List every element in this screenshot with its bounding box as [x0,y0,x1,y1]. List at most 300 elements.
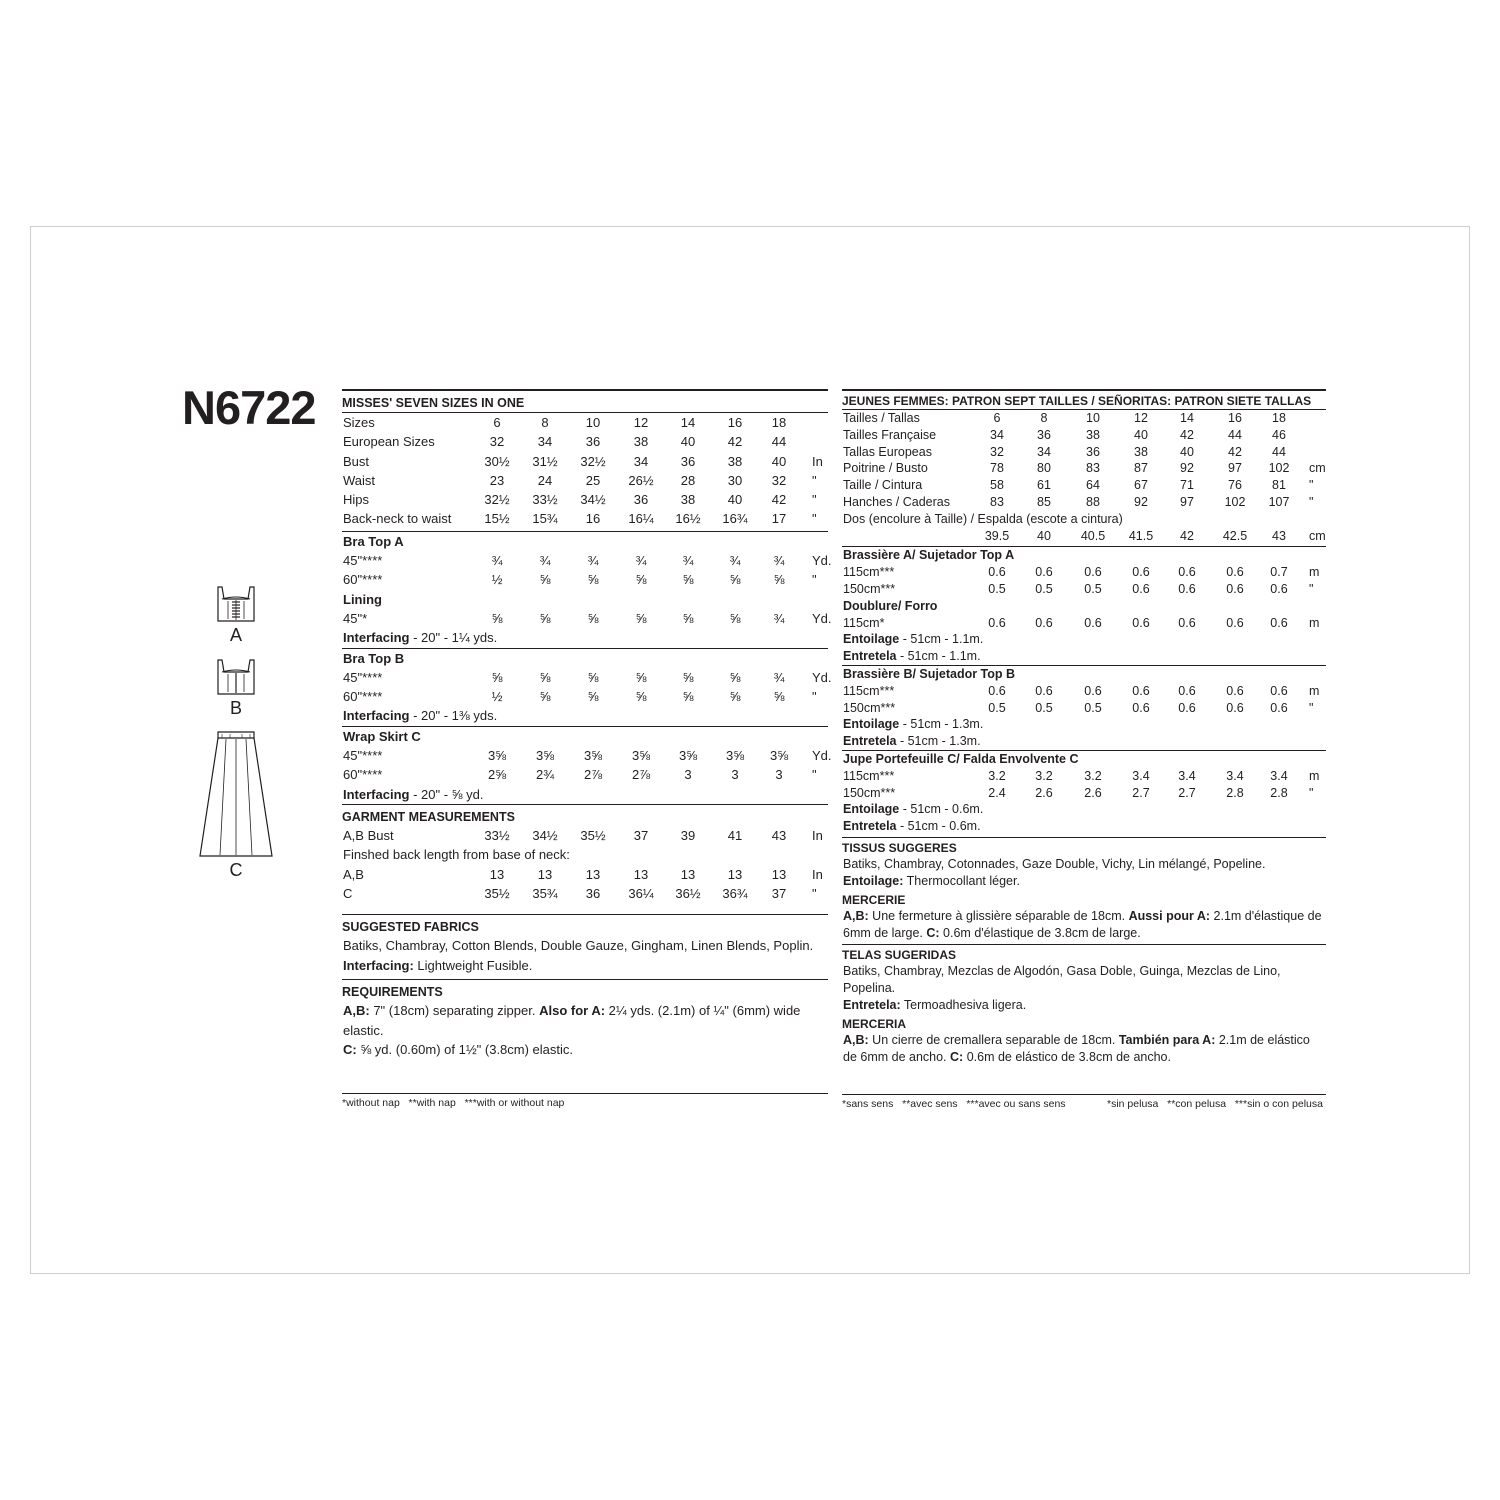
unit-label: m [1309,565,1320,580]
table-cell: 0.6 [1178,700,1196,715]
table-cell: 36 [1086,444,1100,459]
table-row [842,615,1326,632]
row-label: 150cm*** [843,581,896,596]
table-cell: 44 [1272,444,1286,459]
table-cell: 0.6 [1178,581,1196,596]
table-cell: 40.5 [1080,528,1106,543]
row-label: 45"**** [343,748,383,764]
table-cell: 3.4 [1270,768,1288,783]
view-c-sketch [196,730,276,860]
table-cell: 18 [1272,411,1286,425]
table-cell: 3 [731,767,739,783]
table-cell: 13 [489,866,505,882]
row-label: C [343,885,353,901]
fr-es-footnotes [842,1095,1326,1113]
table-cell: ⅝ [587,689,599,705]
mercerie-title: MERCERIE [842,892,906,907]
table-cell: 10 [585,415,601,430]
table-cell: 42 [1180,528,1194,543]
table-cell: 0.5 [1035,700,1053,715]
table-cell: 78 [990,461,1004,476]
table-cell: ⅝ [539,669,551,685]
table-cell: 38 [727,453,743,469]
requirements-title: REQUIREMENTS [342,985,443,1000]
table-cell: 15½ [484,511,510,527]
table-cell: 0.7 [1270,565,1288,580]
table-cell: 34 [633,453,649,469]
es-footnote: *sin pelusa **con pelusa ***sin o con pelusa [1107,1097,1323,1110]
telas-text: Batiks, Chambray, Mezclas de Algodón, Gasa Doble, Guinga, Mezclas de Lino, Popelina. [843,963,1281,995]
lining-title: Lining [343,591,382,607]
table-cell: 64 [1086,478,1100,493]
table-cell: 0.6 [1132,700,1150,715]
table-cell: 97 [1228,461,1242,476]
pattern-number: N6722 [182,381,316,434]
table-cell: 3.2 [1035,768,1053,783]
table-cell: ⅝ [539,572,551,588]
view-b-sketch [214,658,258,698]
table-cell: 18 [771,415,787,430]
unit-label: " [812,572,817,588]
table-cell: ½ [491,572,503,588]
table-row [342,432,828,451]
table-cell: 32 [771,472,787,488]
table-cell: 34 [537,434,553,450]
table-row [342,490,828,509]
fr-bra-a-yardage [842,564,1326,598]
table-cell: 37 [633,827,649,843]
table-cell: 3⅝ [583,748,603,764]
table-cell: ⅝ [729,669,741,685]
table-cell: 32 [990,444,1004,459]
table-cell: ⅝ [491,610,503,626]
table-cell: 0.6 [1132,683,1150,698]
unit-label: In [812,866,823,882]
table-cell: 24 [537,472,553,488]
table-cell: 26½ [628,472,654,488]
table-row [842,460,1326,477]
table-cell: 0.6 [1226,700,1244,715]
garment-bust [342,826,828,845]
table-cell: 16½ [675,511,701,527]
table-cell: ¾ [773,610,785,626]
unit-label: " [812,492,817,508]
table-cell: ⅝ [682,610,694,626]
table-row [342,884,828,903]
row-label: Tailles / Tallas [843,411,920,425]
view-label-a: A [229,625,242,645]
table-cell: 83 [990,494,1004,509]
table-cell: 92 [1134,494,1148,509]
english-footnote: *without nap **with nap ***with or without nap [342,1096,565,1109]
unit-label: m [1309,768,1320,783]
table-row [842,427,1326,444]
bra-top-a-yardage [342,551,832,590]
row-label: Tailles Française [843,427,937,442]
table-cell: ⅝ [729,689,741,705]
table-cell: 0.5 [988,700,1006,715]
table-cell: 13 [537,866,553,882]
table-cell: 0.6 [1084,683,1102,698]
table-cell: 102 [1224,494,1246,509]
table-row [342,668,832,687]
table-cell: 102 [1268,461,1290,476]
table-cell: 14 [1180,411,1194,425]
table-cell: 16 [727,415,743,430]
unit-label: cm [1309,461,1326,476]
table-cell: 33½ [484,827,510,843]
table-cell: 2.6 [1084,785,1102,800]
table-cell: ¾ [773,553,785,569]
table-cell: 3 [684,767,692,783]
unit-label: " [812,885,817,901]
table-cell: 32½ [580,453,606,469]
table-cell: 12 [633,415,649,430]
table-cell: 12 [1134,411,1148,425]
table-cell: 2.8 [1226,785,1244,800]
garment-ab [342,865,828,884]
table-cell: 2.6 [1035,785,1053,800]
table-cell: 85 [1037,494,1051,509]
table-cell: ⅝ [682,572,694,588]
fabrics-interfacing: Interfacing: Lightweight Fusible. [343,957,533,973]
table-cell: 41.5 [1128,528,1154,543]
table-cell: 16¾ [722,511,748,527]
table-cell: 0.6 [1035,565,1053,580]
row-label: Hanches / Caderas [843,494,951,509]
row-label: Bust [343,453,370,469]
fr-skirt-c-yardage [842,768,1326,802]
fr-bra-b-yardage [842,683,1326,717]
row-label: European Sizes [343,434,435,450]
table-row [842,477,1326,494]
table-cell: 38 [633,434,649,450]
table-cell: 61 [1037,478,1051,493]
unit-label: " [812,767,817,783]
table-cell: 30½ [484,453,510,469]
table-cell: ⅝ [539,610,551,626]
row-label: 60"**** [343,767,383,783]
table-cell: 40 [1180,444,1194,459]
table-cell: 2.7 [1178,785,1196,800]
table-row [842,528,1326,545]
table-row [342,687,828,706]
unit-label: m [1309,615,1320,630]
table-cell: 34½ [532,827,558,843]
table-cell: 42 [727,434,743,450]
table-row [842,494,1326,511]
mercerie-text: A,B: Une fermeture à glissière séparable de 18cm. Aussi pour A: 2.1m d'élastique de 6mm de large. C: 0.6m d'élastique de 3.8cm de large. [843,908,1322,940]
bra-b-interfacing: Interfacing - 20" - 1⅜ yds. [343,708,498,724]
table-cell: 42 [771,492,787,508]
merceria-title: MERCERIA [842,1016,907,1031]
fr-skirt-c-ent1: Entoilage - 51cm - 0.6m. [843,802,984,817]
table-cell: 0.6 [1132,615,1150,630]
unit-label: m [1309,683,1320,698]
table-cell: 0.6 [1226,565,1244,580]
bra-top-b-yardage [342,668,832,707]
table-cell: ¾ [773,669,785,685]
table-cell: ⅝ [682,689,694,705]
table-cell: 0.6 [1226,683,1244,698]
table-cell: 16 [585,511,601,527]
table-row [842,683,1326,700]
table-cell: 38 [1134,444,1148,459]
table-cell: 0.6 [1132,565,1150,580]
table-cell: 2.7 [1132,785,1150,800]
table-cell: 6 [993,411,1001,425]
table-cell: 34 [990,427,1004,442]
table-row [342,471,828,490]
table-cell: 36¼ [628,885,654,901]
row-label: A,B [343,866,364,882]
table-cell: 43 [1272,528,1286,543]
table-cell: 0.5 [988,581,1006,596]
table-cell: 3⅝ [678,748,698,764]
unit-label: " [1309,581,1314,596]
table-cell: 16¼ [628,511,654,527]
table-cell: 3⅝ [769,748,789,764]
row-label: 115cm* [843,615,885,630]
table-cell: 15¾ [532,511,558,527]
table-cell: 23 [489,472,505,488]
table-cell: 13 [680,866,696,882]
table-cell: 40 [727,492,743,508]
row-label: 45"* [343,610,368,626]
table-cell: ½ [491,689,503,705]
fr-bra-b-ent1: Entoilage - 51cm - 1.3m. [843,717,984,732]
row-label: 115cm*** [843,683,895,698]
table-cell: ⅝ [587,669,599,685]
table-cell: 35½ [580,827,606,843]
table-cell: 46 [1272,427,1286,442]
requirements-text: A,B: 7" (18cm) separating zipper. Also for A: 2¼ yds. (2.1m) of ¼" (6mm) wide elastic. C: ⅝ yd. (0.60m) of 1½" (3.8cm) elastic. [343,1003,801,1058]
unit-label: " [1309,785,1314,800]
table-cell: 14 [680,415,696,430]
fr-bra-a-title: Brassière A/ Sujetador Top A [843,548,1015,563]
table-cell: 3.4 [1226,768,1244,783]
table-cell: 32 [489,434,505,450]
unit-label: " [812,689,817,705]
table-cell: 42.5 [1222,528,1248,543]
table-cell: 0.6 [1178,565,1196,580]
view-label-b: B [229,698,242,718]
row-label: 60"**** [343,689,383,705]
tissus-entoilage: Entoilage: Thermocollant léger. [843,873,1020,888]
table-cell: 0.5 [1084,700,1102,715]
unit-label: Yd. [812,748,832,764]
unit-label: " [1309,700,1314,715]
bra-top-b-title: Bra Top B [343,650,405,666]
table-cell: 34½ [580,492,606,508]
table-cell: 36 [680,453,696,469]
table-cell: ⅝ [773,689,785,705]
wrap-skirt-c-title: Wrap Skirt C [343,728,421,744]
fr-bra-b-title: Brassière B/ Sujetador Top B [843,666,1016,681]
table-cell: ⅝ [635,572,647,588]
telas-entretela: Entretela: Termoadhesiva ligera. [843,997,1027,1012]
fr-bra-b-ent2: Entretela - 51cm - 1.3m. [843,734,981,749]
french-spanish-column [842,389,1326,1113]
table-cell: 0.6 [1178,683,1196,698]
table-cell: 30 [727,472,743,488]
table-cell: 40 [1134,427,1148,442]
fr-skirt-c-title: Jupe Portefeuille C/ Falda Envolvente C [843,751,1079,766]
table-cell: 0.6 [1270,700,1288,715]
table-cell: 43 [771,827,787,843]
french-title: JEUNES FEMMES: PATRON SEPT TAILLES / SEÑORITAS: PATRON SIETE TALLAS [842,394,1312,408]
table-row [342,413,828,432]
row-label: Waist [343,472,376,488]
table-cell: 0.6 [988,615,1006,630]
wrap-skirt-c-yardage [342,746,832,785]
table-cell: 44 [771,434,787,450]
table-cell: 17 [771,511,787,527]
row-label: 60"**** [343,572,383,588]
table-cell: 0.5 [1084,581,1102,596]
table-cell: 3⅝ [535,748,555,764]
tissus-title: TISSUS SUGGERES [842,840,957,855]
table-cell: 3 [775,767,783,783]
row-label: 115cm*** [843,565,895,580]
row-label: Hips [343,492,370,508]
unit-label: cm [1309,528,1326,543]
merceria-text: A,B: Un cierre de cremallera separable de 18cm. También para A: 2.1m de elástico de 6mm de ancho. C: 0.6m de elástico de 3.8cm de ancho. [843,1032,1310,1064]
table-cell: 71 [1180,478,1194,493]
table-cell: ⅝ [635,610,647,626]
fr-bra-a-ent1: Entoilage - 51cm - 1.1m. [843,632,984,647]
table-cell: 25 [585,472,601,488]
table-cell: 40 [680,434,696,450]
table-cell: 44 [1228,427,1242,442]
unit-label: In [812,453,823,469]
table-cell: ⅝ [729,572,741,588]
body-measurements [342,413,828,529]
table-row [342,570,828,589]
table-row [342,865,828,884]
table-row [342,551,832,570]
table-cell: 32½ [484,492,510,508]
row-label: A,B Bust [343,827,394,843]
row-label: Back-neck to waist [343,511,452,527]
table-cell: ⅝ [773,572,785,588]
table-cell: 2¾ [535,767,555,783]
suggested-fabrics-text: Batiks, Chambray, Cotton Blends, Double Gauze, Gingham, Linen Blends, Poplin. [343,938,814,954]
table-cell: 41 [727,827,743,843]
table-cell: 0.6 [1035,615,1053,630]
table-cell: 0.6 [1226,615,1244,630]
table-cell: 0.5 [1035,581,1053,596]
fr-skirt-c-ent2: Entretela - 51cm - 0.6m. [843,819,981,834]
table-cell: 0.6 [1270,683,1288,698]
table-row [842,700,1326,717]
table-cell: 0.6 [1084,565,1102,580]
table-cell: 36 [585,434,601,450]
table-cell: 13 [771,866,787,882]
table-cell: 2⅞ [583,767,603,783]
tissus-text: Batiks, Chambray, Cotonnades, Gaze Double, Vichy, Lin mélangé, Popeline. [843,856,1266,871]
table-row [842,581,1326,598]
table-cell: 36 [633,492,649,508]
lining-yardage [342,609,832,628]
table-cell: 31½ [532,453,558,469]
table-cell: 42 [1228,444,1242,459]
row-label: Sizes [343,415,375,430]
table-cell: 3⅝ [487,748,507,764]
bra-top-a-title: Bra Top A [343,533,404,549]
table-cell: ¾ [587,553,599,569]
table-cell: ¾ [539,553,551,569]
table-cell: 35½ [484,885,510,901]
table-cell: ¾ [682,553,694,569]
table-cell: 42 [1180,427,1194,442]
table-cell: 81 [1272,478,1286,493]
row-label: 115cm*** [843,768,895,783]
table-row [842,768,1326,785]
table-cell: 3.4 [1132,768,1150,783]
row-label: 150cm*** [843,700,896,715]
table-cell: 2⅝ [487,767,507,783]
table-cell: 0.6 [1226,581,1244,596]
table-cell: 10 [1086,411,1100,425]
table-cell: 92 [1180,461,1194,476]
table-cell: 3.4 [1178,768,1196,783]
table-row [342,609,832,628]
table-cell: 34 [1037,444,1051,459]
table-cell: 33½ [532,492,558,508]
table-row [342,765,828,784]
suggested-fabrics-title: SUGGESTED FABRICS [342,920,479,935]
table-cell: 80 [1037,461,1051,476]
table-cell: 2.4 [988,785,1006,800]
english-column [342,389,832,1112]
table-cell: 67 [1134,478,1148,493]
table-cell: 39.5 [984,528,1010,543]
view-label-c: C [229,860,243,880]
unit-label: " [812,472,817,488]
table-cell: 40 [771,453,787,469]
table-cell: 40 [1037,528,1051,543]
fr-lining-title: Doublure/ Forro [843,598,938,613]
table-cell: 36¾ [722,885,748,901]
table-cell: 8 [541,415,549,430]
unit-label: Yd. [812,610,832,626]
table-row [342,452,828,471]
table-cell: 3.2 [988,768,1006,783]
table-row [842,564,1326,581]
row-label: Taille / Cintura [843,478,923,493]
table-cell: 38 [680,492,696,508]
table-cell: ⅝ [635,669,647,685]
table-cell: 36½ [675,885,701,901]
table-row [342,746,832,765]
table-cell: ⅝ [539,689,551,705]
table-cell: 3⅝ [725,748,745,764]
table-cell: 107 [1268,494,1290,509]
unit-label: " [812,511,817,527]
fr-bra-a-ent2: Entretela - 51cm - 1.1m. [843,649,981,664]
row-label: 150cm*** [843,785,896,800]
garment-c [342,884,828,903]
table-row [842,410,1326,427]
table-cell: 13 [633,866,649,882]
unit-label: " [1309,478,1314,493]
table-cell: ⅝ [729,610,741,626]
table-cell: 2⅞ [631,767,651,783]
fr-footnote: *sans sens **avec sens ***avec ou sans sens [842,1097,1066,1110]
table-cell: 0.6 [1270,581,1288,596]
back-length-label: Finshed back length from base of neck: [343,847,570,863]
